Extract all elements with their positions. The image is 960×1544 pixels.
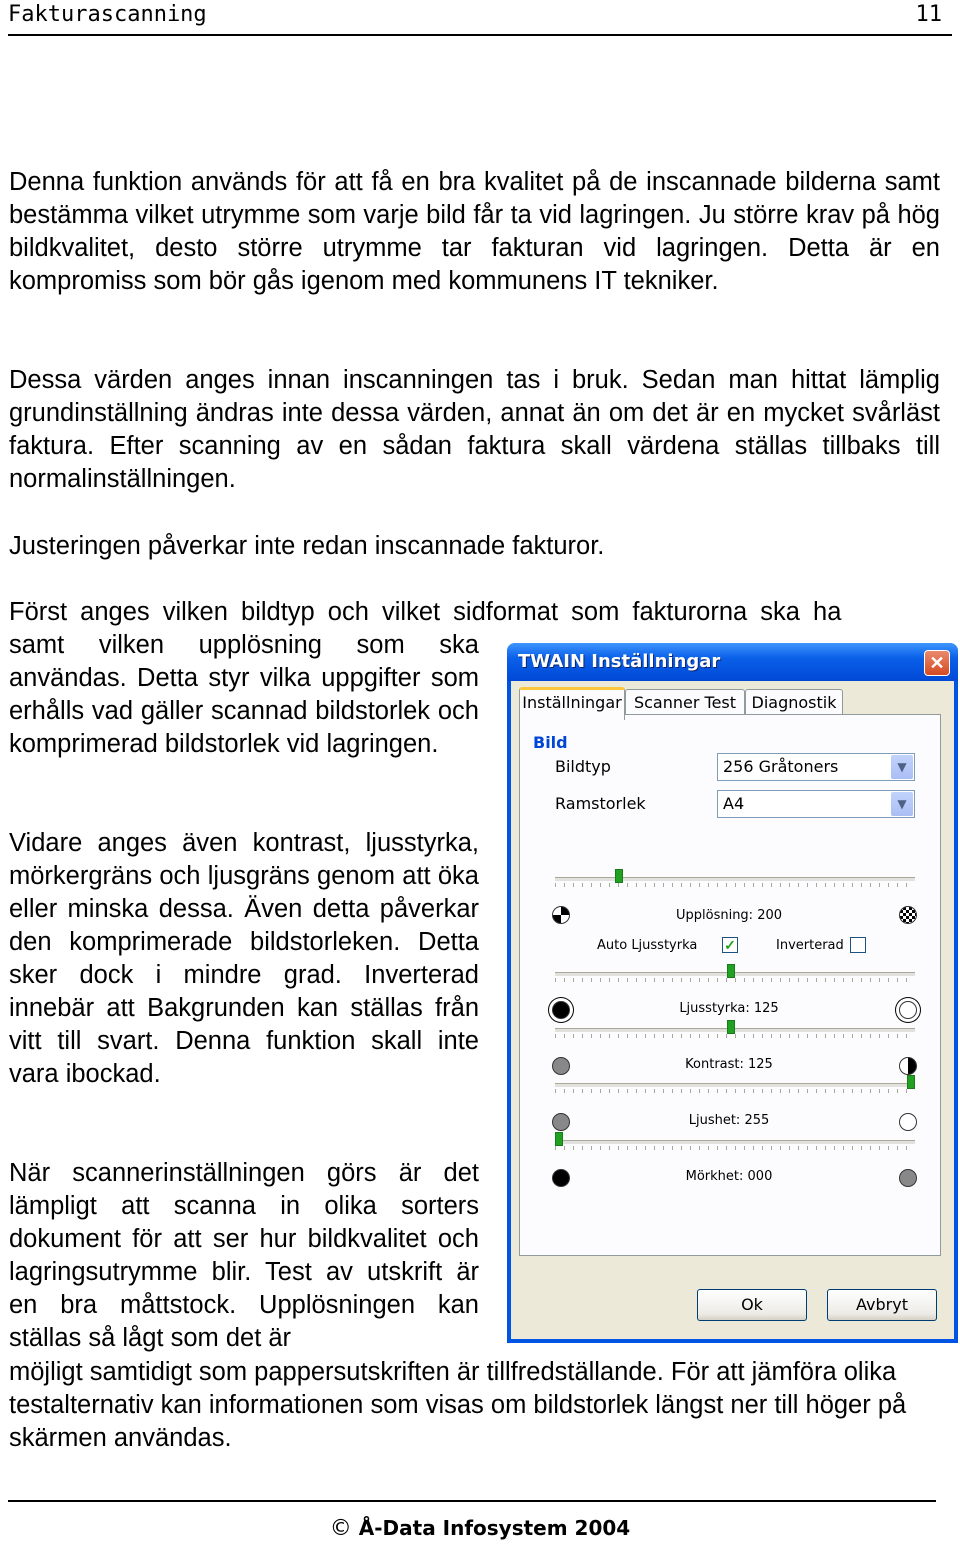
- ok-button[interactable]: Ok: [697, 1289, 807, 1321]
- dialog-client: [511, 681, 954, 1339]
- slider-track: [555, 1140, 915, 1144]
- ramstorlek-select[interactable]: [717, 790, 915, 818]
- bildtyp-value: 256 Gråtoners: [723, 757, 839, 776]
- copyright-icon: ©: [329, 1516, 352, 1541]
- inverted-checkbox[interactable]: [850, 937, 866, 953]
- page-header: [8, 0, 952, 36]
- slider-ticks: [555, 1089, 915, 1093]
- resolution-label: Upplösning: 200: [675, 908, 783, 923]
- slider-ticks: [555, 883, 915, 887]
- slider-ticks: [555, 1146, 915, 1150]
- ramstorlek-value: A4: [723, 794, 745, 813]
- slider-thumb[interactable]: [727, 964, 735, 978]
- paragraph-first-line: Först anges vilken bildtyp och vilket sidformat som fakturorna ska ha: [9, 598, 842, 626]
- dark-threshold-label: Mörkhet: 000: [685, 1169, 773, 1184]
- page-footer: [0, 1516, 960, 1541]
- twain-settings-dialog: [507, 643, 958, 1343]
- slider-track: [555, 1083, 915, 1087]
- tab-diagnostik[interactable]: Diagnostik: [745, 689, 843, 716]
- light-threshold-slider[interactable]: [555, 1079, 915, 1091]
- paragraph-compare: möjligt samtidigt som pappersutskriften är tillfredställande. För att jämföra olika testalternativ kan informationen som visas om bildstorlek längst ner till höger på skärmen användas.: [9, 1358, 907, 1452]
- slider-thumb[interactable]: [727, 1020, 735, 1034]
- light-threshold-label: Ljushet: 255: [688, 1113, 770, 1128]
- page-number: 11: [915, 2, 942, 27]
- chevron-down-icon[interactable]: ▼: [891, 755, 913, 779]
- brightness-label: Ljusstyrka: 125: [679, 1001, 779, 1016]
- paragraph-values: Dessa värden anges innan inscanningen tas i bruk. Sedan man hittat lämplig grundinställning ändras inte dessa värden, annat än om det är en mycket svårläst faktura. Efter scanning av en sådan faktura skall värdena ställas tillbaks till normalinställningen.: [9, 366, 940, 493]
- auto-brightness-label: Auto Ljusstyrka: [597, 938, 698, 953]
- bildtyp-select[interactable]: [717, 753, 915, 781]
- dialog-titlebar[interactable]: [507, 643, 958, 681]
- close-icon[interactable]: ✕: [924, 650, 950, 676]
- slider-track: [555, 877, 915, 881]
- paragraph-intro: Denna funktion används för att få en bra kvalitet på de inscannade bilderna samt bestämma vilket utrymme som varje bild får ta vid lagringen. Ju större krav på hög bildkvalitet, desto större utrymme tar fakturan vid lagringen. Detta är en kompromiss som bör gås igenom med kommunens IT tekniker.: [9, 168, 940, 295]
- footer-text: Å-Data Infosystem 2004: [358, 1516, 631, 1540]
- slider-thumb[interactable]: [555, 1132, 563, 1146]
- slider-thumb[interactable]: [615, 869, 623, 883]
- paragraph-contrast: Vidare anges även kontrast, ljusstyrka, mörkergräns och ljusgräns genom att öka eller minska dessa. Även detta påverkar den komprimerade bildstorleken. Detta sker dock i mindre grad. Inverterad innebär att Bakgrunden kan ställas från vitt till svart. Denna funktion skall inte vara ibockad.: [9, 829, 479, 1088]
- paragraph-test: När scannerinställningen görs är det lämpligt att scanna in olika sorters dokument för att ser hur bildkvalitet och lagringsutrymme blir. Test av utskrift är en bra måttstock. Upplösningen kan ställas så lågt som det är: [9, 1159, 479, 1352]
- resolution-slider[interactable]: [555, 873, 915, 885]
- group-bild-label: Bild: [533, 733, 568, 752]
- slider-ticks: [555, 978, 915, 982]
- slider-ticks: [555, 1034, 915, 1038]
- paragraph-adjust: Justeringen påverkar inte redan inscannade fakturor.: [9, 532, 605, 560]
- contrast-label: Kontrast: 125: [685, 1057, 773, 1072]
- footer-rule: [8, 1500, 936, 1502]
- inverted-label: Inverterad: [776, 938, 844, 953]
- contrast-slider[interactable]: [555, 1024, 915, 1036]
- brightness-slider[interactable]: [555, 968, 915, 980]
- cancel-button[interactable]: Avbryt: [827, 1289, 937, 1321]
- auto-brightness-checkbox[interactable]: ✓: [722, 937, 738, 953]
- slider-thumb[interactable]: [907, 1075, 915, 1089]
- paragraph-image-type: samt vilken upplösning som ska användas. Detta styr vilka uppgifter som erhålls vad gäller scannad bildstorlek och komprimerad bildstorlek vid lagringen.: [9, 631, 479, 758]
- slider-track: [555, 1028, 915, 1032]
- slider-track: [555, 972, 915, 976]
- ramstorlek-label: Ramstorlek: [555, 794, 646, 813]
- dark-threshold-slider[interactable]: [555, 1136, 915, 1148]
- document-title: Fakturascanning: [8, 2, 207, 27]
- tab-scanner-test[interactable]: Scanner Test: [625, 689, 745, 716]
- bildtyp-label: Bildtyp: [555, 757, 611, 776]
- dialog-title: TWAIN Inställningar: [518, 651, 721, 672]
- tab-installningar[interactable]: Inställningar: [519, 687, 625, 720]
- chevron-down-icon[interactable]: ▼: [891, 792, 913, 816]
